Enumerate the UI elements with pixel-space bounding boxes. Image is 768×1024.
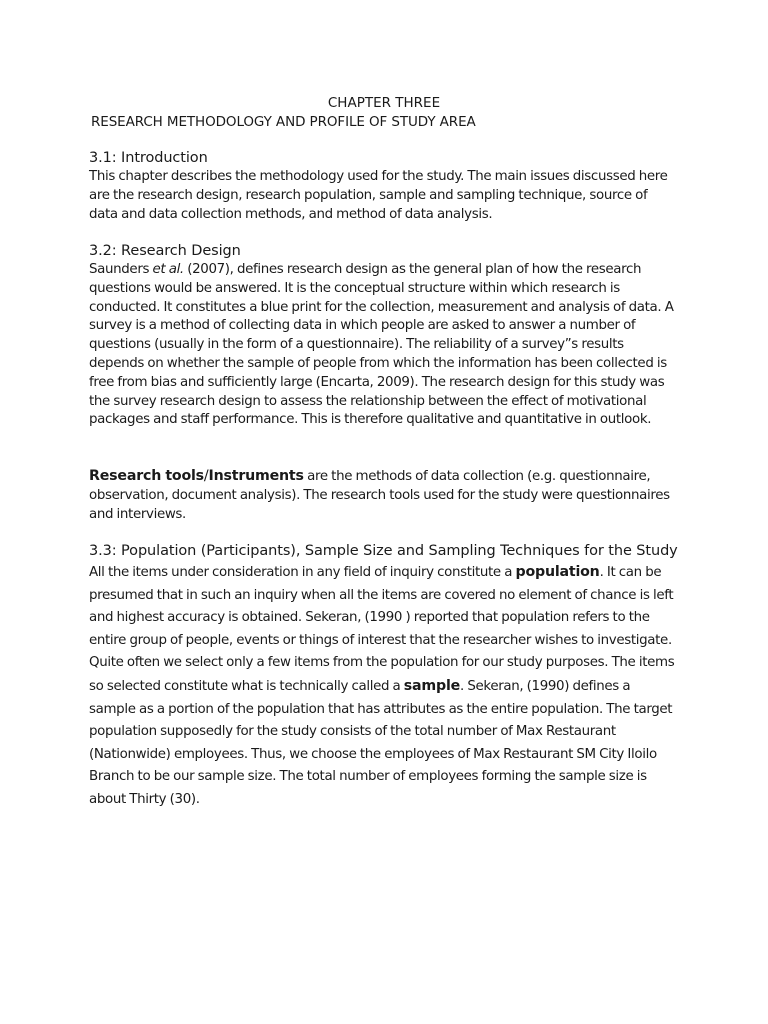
citation-et-al: et al.	[152, 262, 184, 277]
section-heading-introduction: 3.1: Introduction	[89, 150, 208, 166]
paragraph-research-design-text: (2007), defines research design as the general plan of how the research questions would be answered. It is the conceptual structure within which research is conducted. It constitutes a blue print for the collection, measurement and analysis of data. A survey is a method of collecting data in which people are asked to answer a number of questions (usually in the form of a questionnaire). The reliability of a survey”s results depends on whether the sample of people from which the information has been collected is free from bias and sufficiently large (Encarta, 2009). The research design for this study was the survey research design to assess the relationship between the effect of motivational packages and staff performance. This is therefore qualitative and quantitative in outlook.	[89, 262, 674, 428]
document-title: RESEARCH METHODOLOGY AND PROFILE OF STUDY AREA	[91, 114, 476, 130]
term-slash: /	[203, 468, 209, 484]
paragraph-research-tools-text: are the methods of data collection (e.g. questionnaire, observation, document analysis). The research tools used for the study were questionnaires and interviews.	[89, 469, 670, 522]
paragraph-introduction: This chapter describes the methodology used for the study. The main issues discussed here are the research design, research population, sample and sampling technique, source of data and data collection methods, and method of data analysis.	[89, 169, 668, 222]
term-research-tools: Research tools	[89, 468, 204, 484]
paragraph-research-tools	[89, 467, 679, 524]
citation-author: Saunders	[89, 262, 153, 277]
paragraph-population-text-3: . Sekeran, (1990) defines a sample as a portion of the population that has attributes as the entire population. The target population supposedly for the study consists of the total number of Max Restaurant (Nationwide) employees. Thus, we choose the employees of Max Restaurant SM City Iloilo Branch to be our sample size. The total number of employees forming the sample size is about Thirty (30).	[89, 678, 673, 807]
section-heading-population: 3.3: Population (Participants), Sample Size and Sampling Techniques for the Study	[89, 543, 678, 559]
term-sample: sample	[403, 677, 461, 694]
section-research-design	[89, 242, 679, 430]
section-heading-research-design: 3.2: Research Design	[89, 243, 241, 259]
section-research-tools	[89, 467, 679, 524]
paragraph-research-design	[89, 261, 679, 430]
chapter-heading: CHAPTER THREE	[327, 95, 441, 111]
term-population: population	[515, 564, 600, 580]
paragraph-population-text-2: . It can be presumed that in such an inquiry when all the items are covered no element of chance is left and highest accuracy is obtained. Sekeran, (1990 ) reported that population refers to the entire group of people, events or things of interest that the researcher wishes to investigate. Quite often we select only a few items from the population for our study purposes. The items so selected constitute what is technically called a	[89, 565, 675, 694]
section-introduction	[89, 149, 679, 224]
paragraph-population	[89, 561, 679, 812]
paragraph-population-text-1: All the items under consideration in any field of inquiry constitute a	[89, 565, 516, 580]
term-instruments: Instruments	[208, 468, 304, 484]
section-population	[89, 542, 679, 812]
